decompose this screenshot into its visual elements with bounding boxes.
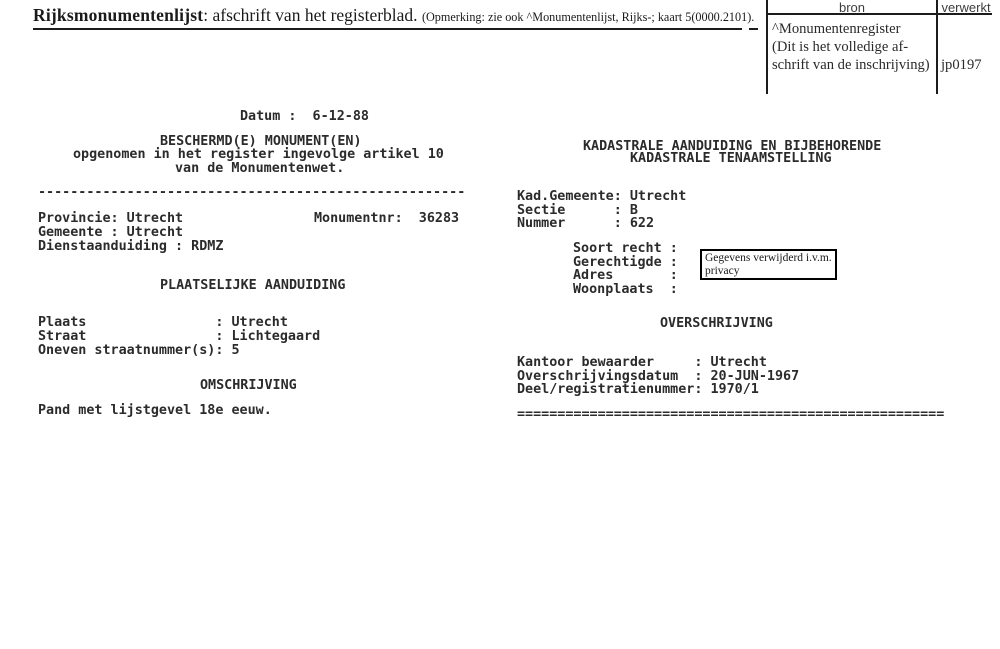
- title-underline-dash: [749, 28, 758, 30]
- overschrijving-heading: OVERSCHRIJVING: [660, 316, 773, 331]
- provincie-line: Provincie: Utrecht: [38, 211, 184, 226]
- verwerkt-value: jp0197: [941, 57, 982, 73]
- title-underline: [33, 28, 742, 30]
- monumentnr-line: Monumentnr: 36283: [314, 211, 460, 226]
- straat-line: Straat : Lichtegaard: [38, 329, 321, 344]
- omschrijving-text: Pand met lijstgevel 18e eeuw.: [38, 403, 272, 418]
- kadastrale-heading-line2: KADASTRALE TENAAMSTELLING: [630, 151, 832, 166]
- page-title: [33, 5, 754, 26]
- sectie-line: Sectie : B: [517, 203, 638, 218]
- bron-cell-line3: schrift van de inschrijving): [772, 57, 930, 73]
- monument-subline1: opgenomen in het register ingevolge artikel 10: [73, 147, 444, 162]
- nummer-line: Nummer : 622: [517, 216, 655, 231]
- page-title-main: Rijksmonumentenlijst: [33, 5, 204, 25]
- deel-registratienummer-line: Deel/registratienummer: 1970/1: [517, 382, 759, 397]
- kantoor-bewaarder-line: Kantoor bewaarder : Utrecht: [517, 355, 767, 370]
- equals-divider: =====================================================: [517, 407, 945, 422]
- omschrijving-heading: OMSCHRIJVING: [200, 378, 297, 393]
- verwerkt-column-header: verwerkt: [941, 0, 991, 15]
- oneven-straatnummer-line: Oneven straatnummer(s): 5: [38, 343, 240, 358]
- gemeente-line: Gemeente : Utrecht: [38, 225, 184, 240]
- datum-line: Datum : 6-12-88: [240, 109, 369, 124]
- plaats-line: Plaats : Utrecht: [38, 315, 288, 330]
- page-title-note: (Opmerking: zie ook ^Monumentenlijst, Rijks-; kaart 5(0000.2101).: [421, 10, 755, 24]
- bron-cell-line2: (Dit is het volledige af-: [772, 39, 909, 55]
- bron-column-header: bron: [838, 0, 866, 15]
- page-title-subtitle: : afschrift van het registerblad.: [203, 5, 422, 25]
- overschrijvingsdatum-line: Overschrijvingsdatum : 20-JUN-1967: [517, 369, 800, 384]
- plaatselijke-aanduiding-heading: PLAATSELIJKE AANDUIDING: [160, 278, 346, 293]
- privacy-redaction-box: [700, 249, 837, 280]
- gerechtigde-line: Gerechtigde :: [573, 255, 678, 270]
- kad-gemeente-line: Kad.Gemeente: Utrecht: [517, 189, 687, 204]
- bron-cell-line1: ^Monumentenregister: [772, 21, 901, 37]
- monument-heading: BESCHERMD(E) MONUMENT(EN): [160, 134, 362, 149]
- soort-recht-line: Soort recht :: [573, 241, 678, 256]
- woonplaats-line: Woonplaats :: [573, 282, 678, 297]
- dienstaanduiding-line: Dienstaanduiding : RDMZ: [38, 239, 224, 254]
- dashed-divider: -----------------------------------------------------: [38, 185, 466, 200]
- monument-subline2: van de Monumentenwet.: [175, 161, 345, 176]
- privacy-text-line1: Gegevens verwijderd i.v.m.: [705, 252, 832, 264]
- adres-line: Adres :: [573, 268, 678, 283]
- privacy-text-line2: privacy: [705, 264, 740, 277]
- kadastrale-heading-line1: KADASTRALE AANDUIDING EN BIJBEHORENDE: [583, 139, 882, 154]
